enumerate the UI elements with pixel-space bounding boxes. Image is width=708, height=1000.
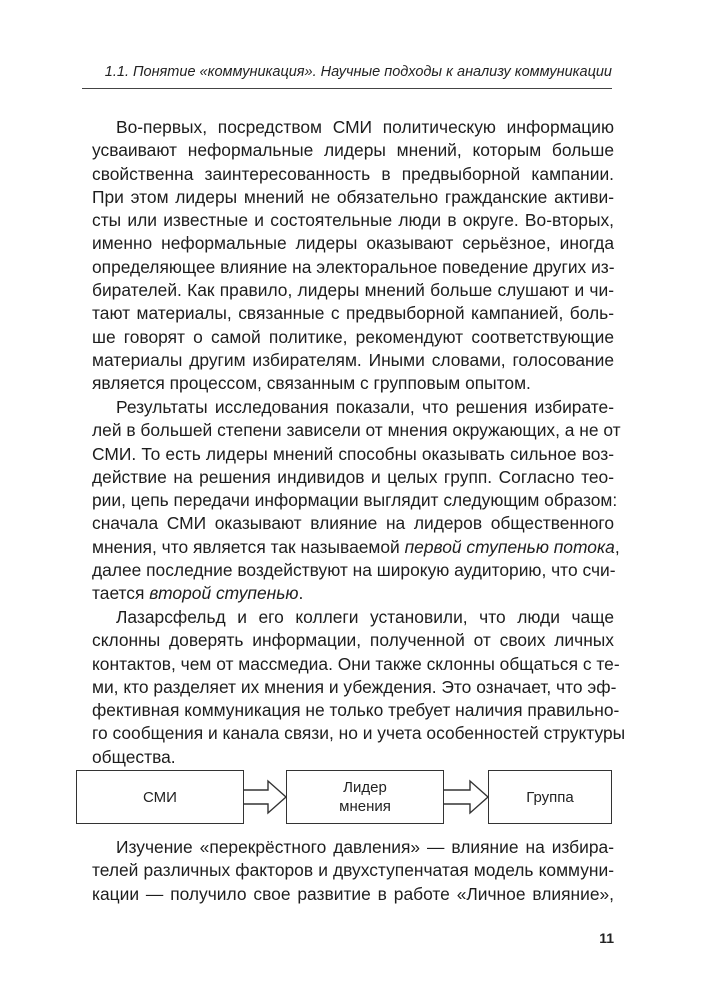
text-line: бирателей. Как правило, лидеры мнений больше слушают и чи- (92, 280, 614, 301)
text-line: далее последние воздействуют на широкую аудиторию, что счи- (92, 560, 616, 581)
text-line: фективная коммуникация не только требует наличия правильно- (92, 700, 620, 721)
text-line: Во-первых, посредством СМИ политическую информацию (116, 117, 614, 137)
text-run: , (614, 536, 620, 557)
text-run: . (298, 583, 304, 604)
text-line: Результаты исследования показали, что решения избирате- (116, 397, 614, 417)
text-line: ми, кто разделяет их мнения и убеждения. Это означает, что эф- (92, 676, 617, 697)
text-line: контактов, чем от массмедиа. Они также склонны общаться с те- (92, 653, 620, 674)
flow-arrows (76, 770, 614, 826)
header-rule (82, 88, 612, 89)
text-line: сначала СМИ оказывают влияние на лидеров общественного (92, 513, 614, 534)
text-line: общества. (92, 746, 176, 767)
text-line: тают материалы, связанные с предвыборной кампанией, боль- (92, 303, 614, 324)
flow-diagram (76, 770, 614, 826)
italic-term: первой ступенью потока (404, 536, 615, 557)
text-line: сты или известные и состоятельные люди в округе. Во-вторых, (92, 210, 614, 231)
paragraph-4 (92, 836, 614, 906)
text-line: Изучение «перекрёстного давления» — влияние на избира- (116, 837, 614, 857)
paragraph-2 (92, 396, 621, 606)
text-line: определяющее влияние на электоральное поведение других из- (92, 256, 615, 277)
arrow-1 (244, 781, 286, 813)
text-line-with-italic (92, 582, 614, 605)
paragraph-1 (92, 116, 614, 396)
arrow-2 (444, 781, 488, 813)
box-label: СМИ (143, 788, 177, 806)
text-line: телей различных факторов и двухступенчатая модель коммуни- (92, 860, 614, 881)
text-line: го сообщения и канала связи, но и учета особенностей структуры (92, 723, 626, 744)
text-line: рии, цепь передачи информации выглядит следующим образом: (92, 490, 618, 511)
text-line: Лазарсфельд и его коллеги установили, что люди чаще (116, 607, 614, 627)
text-line: действие на решения индивидов и целых групп. Согласно тео- (92, 466, 614, 487)
text-line: лей в большей степени зависели от мнения окружающих, а не от (92, 420, 621, 441)
text-run: мнения, что является так называемой (92, 536, 405, 557)
text-line: СМИ. То есть лидеры мнений способны оказывать сильное воз- (92, 443, 614, 464)
text-line-with-italic (92, 536, 620, 559)
box-label-line: мнения (339, 798, 391, 815)
text-line: является процессом, связанным с групповым опытом. (92, 373, 531, 394)
italic-term: второй ступенью (149, 583, 299, 604)
paragraph-3 (92, 606, 626, 769)
running-header: 1.1. Понятие «коммуникация». Научные подходы к анализу коммуникации (104, 64, 612, 80)
box-label-line: Лидер (343, 779, 387, 796)
text-line: кации — получило свое развитие в работе «Личное влияние», (92, 883, 614, 904)
text-line: именно неформальные лидеры оказывают серьёзное, иногда (92, 233, 614, 254)
text-run: тается (92, 583, 150, 604)
box-label: Группа (526, 788, 574, 806)
text-line: материалы другим избирателям. Иными словами, голосование (92, 349, 614, 370)
page-number: 11 (599, 930, 614, 946)
text-line: При этом лидеры мнений не обязательно гражданские активи- (92, 186, 614, 207)
text-line: склонны доверять информации, полученной от своих личных (92, 630, 614, 651)
text-line: ше говорят о самой политике, рекомендуют соответствующие (92, 326, 614, 347)
text-line: усваивают неформальные лидеры мнений, которым больше (92, 140, 614, 161)
text-line: свойственна заинтересованность в предвыборной кампании. (92, 163, 614, 184)
